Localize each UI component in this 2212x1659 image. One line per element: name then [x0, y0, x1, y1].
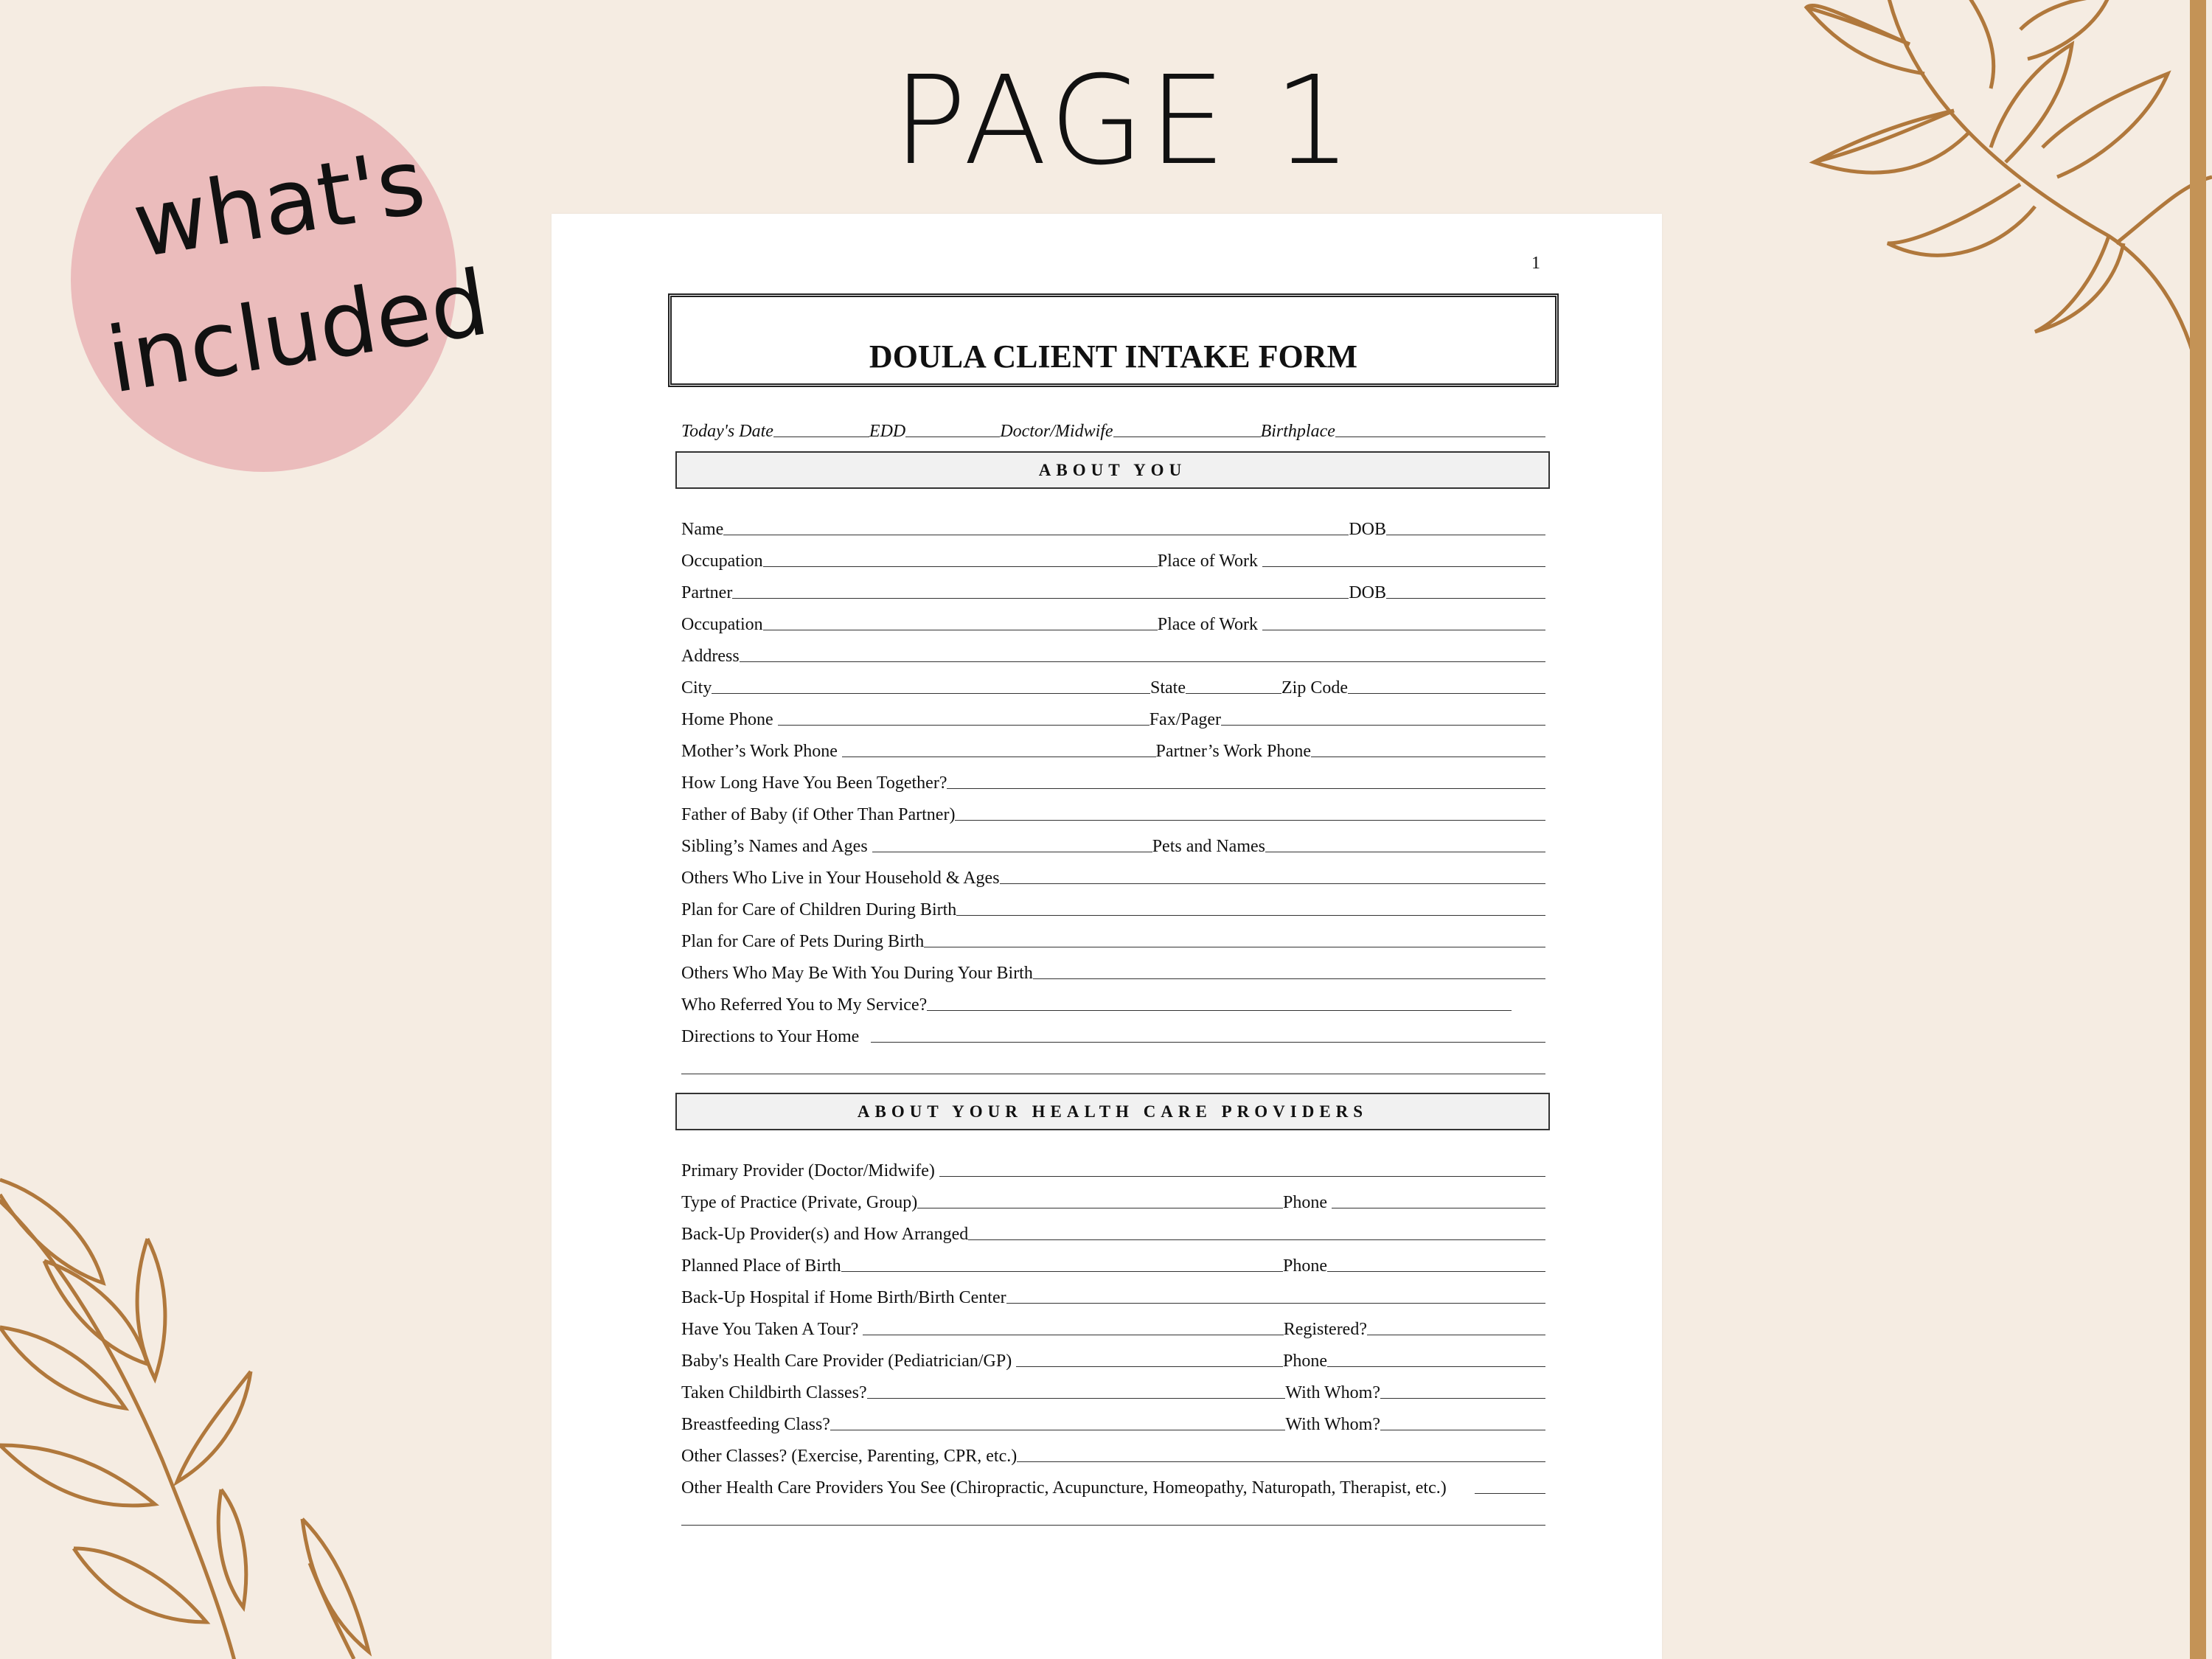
label-referred: Who Referred You to My Service? [681, 995, 928, 1015]
label-breastfeeding: Breastfeeding Class? [681, 1415, 830, 1434]
label-directions: Directions to Your Home [681, 1027, 860, 1046]
planned-place-line[interactable] [841, 1270, 1283, 1272]
zip-line[interactable] [1348, 692, 1545, 694]
field-label-doctor-midwife: Doctor/Midwife [1000, 422, 1113, 441]
with-whom-2-line[interactable] [1380, 1429, 1545, 1430]
label-phone-3: Phone [1283, 1352, 1327, 1371]
primary-provider-line[interactable] [939, 1175, 1545, 1177]
phone-3-line[interactable] [1327, 1366, 1545, 1367]
label-place-of-work-partner: Place of Work [1157, 615, 1258, 634]
phone-2-line[interactable] [1327, 1270, 1545, 1272]
field-label-birthplace: Birthplace [1260, 422, 1335, 441]
label-name: Name [681, 520, 724, 539]
about-you-fields [681, 508, 1545, 1079]
label-primary-provider: Primary Provider (Doctor/Midwife) [681, 1161, 935, 1180]
state-line[interactable] [1186, 692, 1281, 694]
badge-line-2: included [100, 250, 495, 414]
label-registered: Registered? [1283, 1320, 1367, 1339]
top-fields [681, 410, 1545, 442]
label-type-of-practice: Type of Practice (Private, Group) [681, 1193, 918, 1212]
mothers-work-phone-line[interactable] [842, 756, 1156, 757]
label-others-birth: Others Who May Be With You During Your Birth [681, 964, 1033, 983]
label-dob: DOB [1349, 520, 1386, 539]
partner-line[interactable] [732, 597, 1349, 599]
occupation-partner-line[interactable] [763, 629, 1158, 630]
label-pets: Pets and Names [1152, 837, 1265, 856]
how-long-line[interactable] [947, 787, 1545, 789]
label-backup-hospital: Back-Up Hospital if Home Birth/Birth Center [681, 1288, 1006, 1307]
baby-provider-line[interactable] [1016, 1366, 1283, 1367]
fax-line[interactable] [1221, 724, 1545, 726]
label-zip: Zip Code [1281, 678, 1348, 698]
other-providers-line[interactable] [1475, 1492, 1545, 1494]
decorative-stem [2190, 0, 2206, 1659]
label-fax: Fax/Pager [1149, 710, 1221, 729]
label-others-household: Others Who Live in Your Household & Ages [681, 869, 1000, 888]
label-how-long: How Long Have You Been Together? [681, 773, 947, 793]
occupation-line[interactable] [763, 566, 1158, 567]
plan-children-line[interactable] [956, 914, 1545, 916]
dob-partner-line[interactable] [1386, 597, 1545, 599]
section-health-care-providers: ABOUT YOUR HEALTH CARE PROVIDERS [675, 1093, 1550, 1130]
label-plan-children: Plan for Care of Children During Birth [681, 900, 957, 919]
other-classes-line[interactable] [1017, 1461, 1545, 1462]
father-of-baby-line[interactable] [955, 819, 1545, 821]
doctor-midwife-line[interactable] [1113, 436, 1261, 437]
label-mothers-work-phone: Mother’s Work Phone [681, 742, 838, 761]
breastfeeding-line[interactable] [830, 1429, 1285, 1430]
label-occupation: Occupation [681, 552, 763, 571]
label-with-whom-2: With Whom? [1285, 1415, 1380, 1434]
plan-pets-line[interactable] [924, 946, 1545, 947]
address-line[interactable] [740, 661, 1545, 662]
label-other-classes: Other Classes? (Exercise, Parenting, CPR, etc.) [681, 1447, 1018, 1466]
referred-line[interactable] [927, 1009, 1512, 1011]
label-partners-work-phone: Partner’s Work Phone [1155, 742, 1311, 761]
page-heading: PAGE 1 [892, 50, 1357, 192]
home-phone-line[interactable] [778, 724, 1150, 726]
label-siblings: Sibling’s Names and Ages [681, 837, 868, 856]
label-place-of-work: Place of Work [1157, 552, 1258, 571]
whats-included-badge [71, 86, 495, 472]
directions-line[interactable] [871, 1041, 1545, 1043]
page-number: 1 [1531, 254, 1540, 273]
label-with-whom: With Whom? [1285, 1383, 1380, 1402]
place-of-work-line[interactable] [1262, 566, 1545, 567]
todays-date-line[interactable] [773, 436, 869, 437]
label-phone: Phone [1283, 1193, 1327, 1212]
partners-work-phone-line[interactable] [1311, 756, 1545, 757]
birthplace-line[interactable] [1335, 436, 1545, 437]
label-city: City [681, 678, 712, 698]
other-providers-line-2[interactable] [681, 1524, 1545, 1526]
label-dob-partner: DOB [1349, 583, 1386, 602]
backup-hospital-line[interactable] [1006, 1302, 1545, 1304]
type-of-practice-line[interactable] [917, 1207, 1283, 1208]
name-line[interactable] [723, 534, 1349, 535]
field-label-edd: EDD [869, 422, 906, 441]
label-partner: Partner [681, 583, 733, 602]
providers-fields [681, 1150, 1545, 1530]
form-title: DOULA CLIENT INTAKE FORM [869, 338, 1358, 375]
city-line[interactable] [712, 692, 1150, 694]
others-household-line[interactable] [1000, 883, 1545, 884]
with-whom-line[interactable] [1380, 1397, 1545, 1399]
leaf-decoration-top-right [1799, 0, 2212, 383]
label-phone-2: Phone [1283, 1256, 1327, 1276]
tour-line[interactable] [863, 1334, 1283, 1335]
directions-line-2[interactable] [681, 1073, 1545, 1074]
dob-line[interactable] [1386, 534, 1545, 535]
registered-line[interactable] [1367, 1334, 1545, 1335]
phone-line[interactable] [1332, 1207, 1545, 1208]
label-plan-pets: Plan for Care of Pets During Birth [681, 932, 925, 951]
backup-provider-line[interactable] [968, 1239, 1545, 1240]
label-other-providers: Other Health Care Providers You See (Chiropractic, Acupuncture, Homeopathy, Naturopath, Therapist, etc.) [681, 1478, 1447, 1498]
label-tour: Have You Taken A Tour? [681, 1320, 859, 1339]
badge-line-1: what's [126, 128, 432, 279]
label-baby-provider: Baby's Health Care Provider (Pediatrician/GP) [681, 1352, 1012, 1371]
label-address: Address [681, 647, 740, 666]
label-backup-provider: Back-Up Provider(s) and How Arranged [681, 1225, 969, 1244]
leaf-decoration-bottom-left [0, 1165, 383, 1659]
label-planned-place: Planned Place of Birth [681, 1256, 841, 1276]
section-about-you: ABOUT YOU [675, 451, 1550, 489]
label-occupation-partner: Occupation [681, 615, 763, 634]
label-father-of-baby: Father of Baby (if Other Than Partner) [681, 805, 956, 824]
title-box [668, 293, 1559, 387]
label-childbirth-classes: Taken Childbirth Classes? [681, 1383, 867, 1402]
edd-line[interactable] [905, 436, 1000, 437]
label-state: State [1150, 678, 1186, 698]
others-birth-line[interactable] [1033, 978, 1545, 979]
form-page [552, 214, 1662, 1659]
field-label-todays-date: Today's Date [681, 422, 773, 441]
childbirth-classes-line[interactable] [867, 1397, 1286, 1399]
place-of-work-partner-line[interactable] [1262, 629, 1545, 630]
siblings-line[interactable] [872, 851, 1152, 852]
label-home-phone: Home Phone [681, 710, 773, 729]
pets-line[interactable] [1265, 851, 1545, 852]
